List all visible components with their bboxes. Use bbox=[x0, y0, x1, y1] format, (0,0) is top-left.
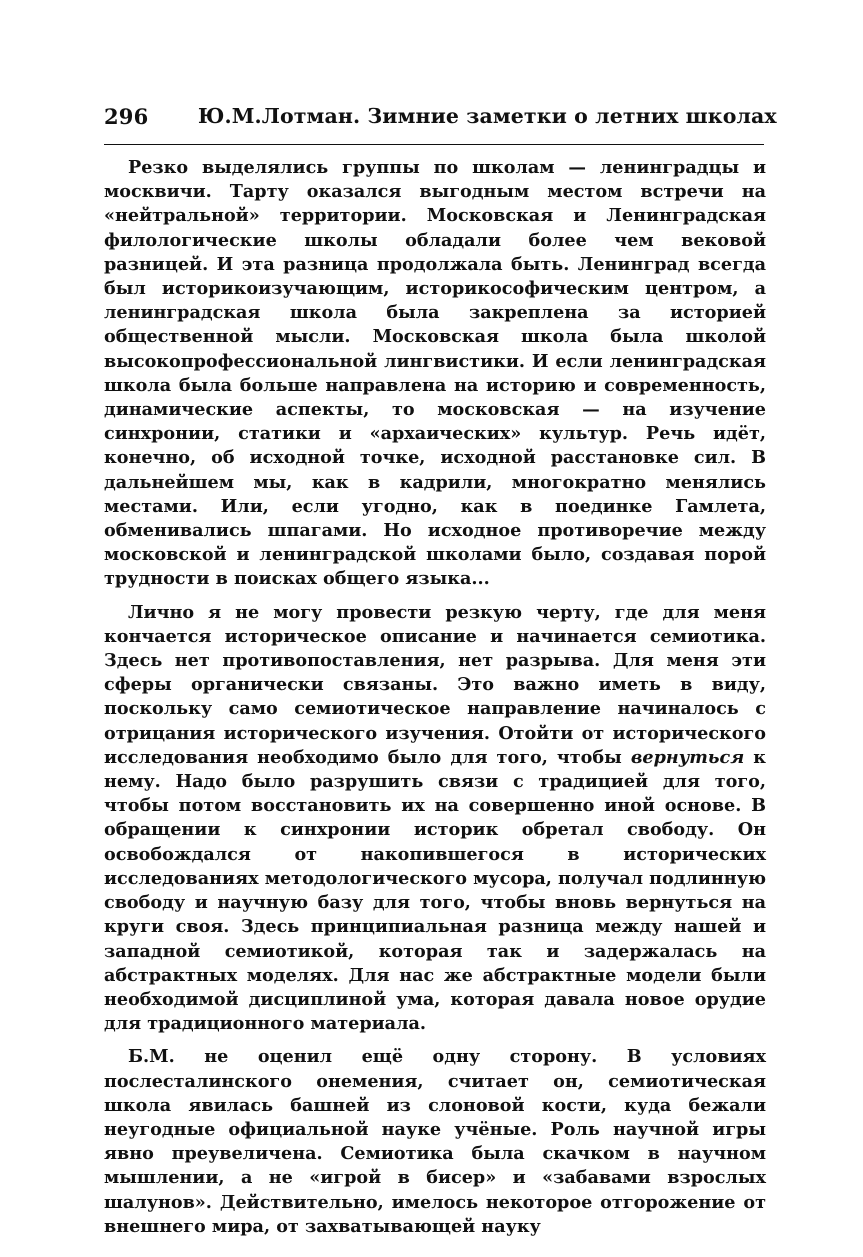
paragraph-2-text-after: к нему. Надо было разрушить связи с традицией для того, чтобы потом восстановить их на совершенно иной основе. В обращении к синхронии историк обретал свободу. Он освобождался от накопившегося в исторических исследованиях методологического мусора, получал подлинную свободу и научную базу для того, чтобы вновь вернуться на круги своя. Здесь принципиальная разница между нашей и западной семиотикой, которая так и задержалась на абстрактных моделях. Для нас же абстрактные модели были необходимой дисциплиной ума, которая давала новое орудие для традиционного материала. bbox=[104, 746, 766, 1035]
paragraph-1: Резко выделялись группы по школам — ленинградцы и москвичи. Тарту оказался выгодным местом встречи на «нейтральной» территории. Московская и Ленинградская филологические школы обладали более чем вековой разницей. И эта разница продолжала быть. Ленинград всегда был историкоизучающим, историкософическим центром, а ленинградская школа была закреплена за историей общественной мысли. Московская школа была школой высокопрофессиональной лингвистики. И если ленинградская школа была больше направлена на историю и современность, динамические аспекты, то московская — на изучение синхронии, статики и «архаических» культур. Речь идёт, конечно, об исходной точке, исходной расстановке сил. В дальнейшем мы, как в кадрили, многократно менялись местами. Или, если угодно, как в поединке Гамлета, обменивались шпагами. Но исходное противоречие между московской и ленинградской школами было, создавая порой трудности в поисках общего языка... bbox=[104, 157, 766, 590]
paragraph-3: Б.М. не оценил ещё одну сторону. В условиях послесталинского онемения, считает он, семиотическая школа явилась башней из слоновой кости, куда бежали неугодные официальной науке учёные. Роль научной игры явно преувеличена. Семиотика была скачком в научном мышлении, а не «игрой в бисер» и «забавами взрослых шалунов». Действительно, имелось некоторое отгорожение от внешнего мира, от захватывающей науку bbox=[104, 1046, 766, 1237]
running-title: Ю.М.Лотман. Зимние заметки о летних школах bbox=[198, 104, 777, 128]
paragraph-2-text-before: Лично я не могу провести резкую черту, где для меня кончается историческое описание и начинается семиотика. Здесь нет противопоставления, нет разрыва. Для меня эти сферы органически связаны. Это важно иметь в виду, поскольку само семиотическое направление начиналось с отрицания исторического изучения. Отойти от исторического исследования необходимо было для того, чтобы bbox=[104, 601, 766, 768]
page-header bbox=[104, 104, 777, 145]
emphasis-word: вернуться bbox=[630, 746, 745, 768]
paragraph-2 bbox=[104, 601, 766, 1037]
page-number: 296 bbox=[104, 104, 149, 129]
body-text bbox=[104, 156, 766, 1248]
